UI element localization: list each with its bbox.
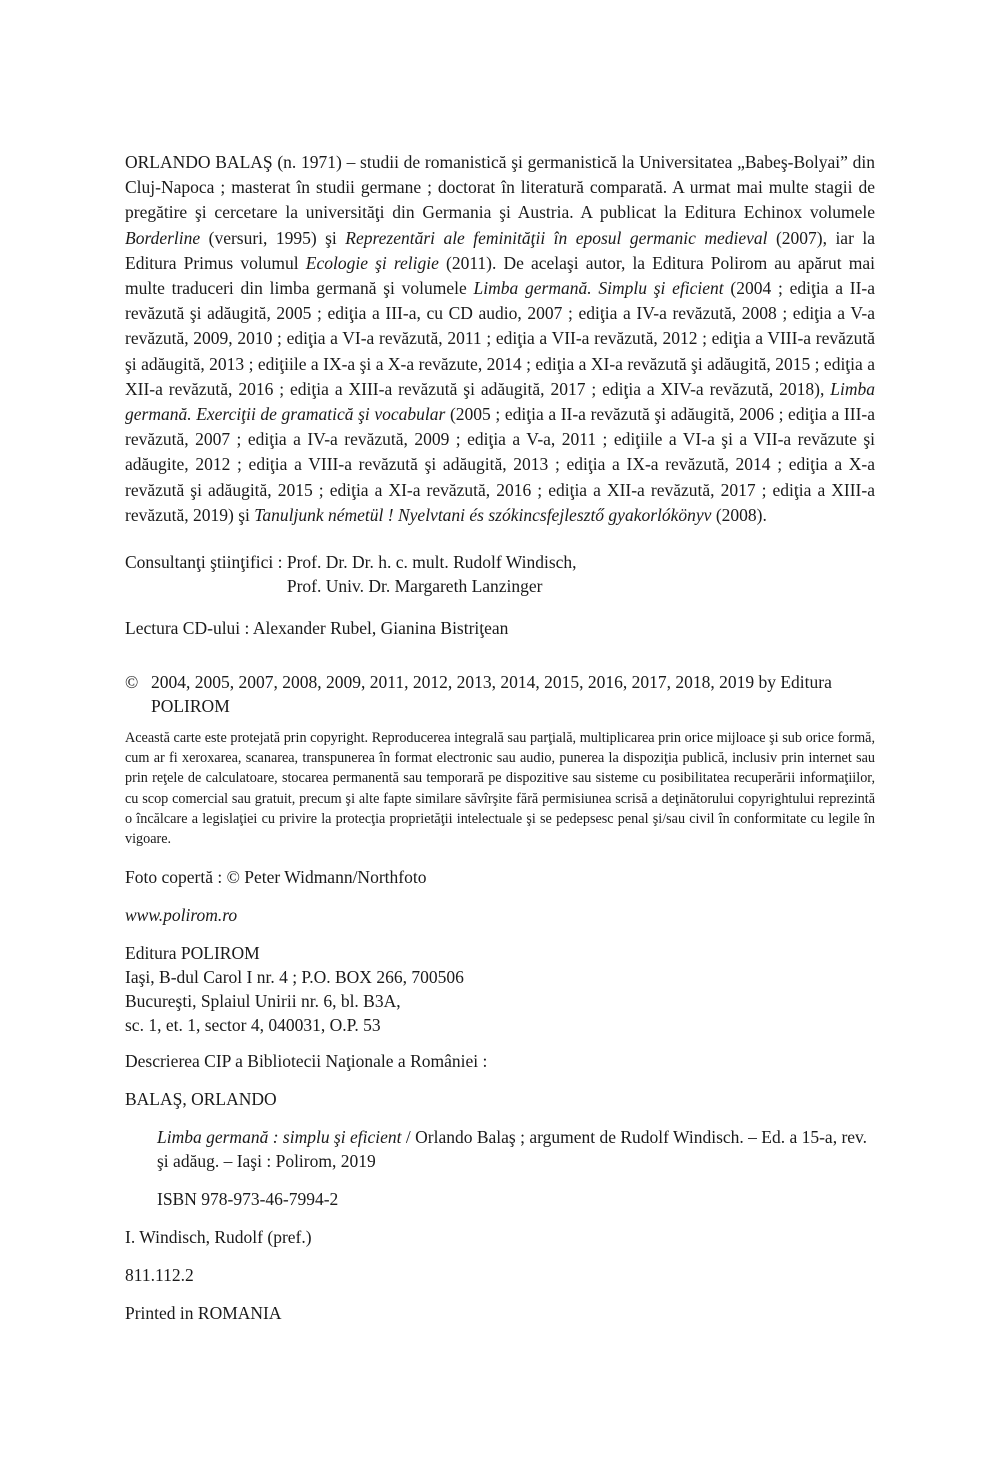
cip-heading: Descrierea CIP a Bibliotecii Naţionale a României :: [125, 1051, 488, 1072]
author-bio: [125, 150, 875, 528]
copyright-line: [125, 670, 875, 718]
cip-title: Limba germană : simplu şi eficient: [157, 1127, 402, 1148]
book-title: Limba germană. Simplu şi eficient: [473, 278, 724, 299]
cip-record: [125, 1125, 875, 1173]
book-title: Tanuljunk németül ! Nyelvtani és szókincsfejlesztő gyakorlókönyv: [254, 504, 712, 525]
publisher-website: www.polirom.ro: [125, 905, 238, 926]
copyright-symbol: ©: [125, 672, 139, 693]
publisher-address: [125, 941, 875, 1037]
address-line: Editura POLIROM: [125, 943, 260, 964]
consultants-label: Consultanţi ştiinţifici :: [125, 552, 287, 573]
book-title: Borderline: [125, 227, 201, 248]
copyright-text: 2004, 2005, 2007, 2008, 2009, 2011, 2012, 2013, 2014, 2015, 2016, 2017, 2018, 2019 by Editura POLIROM: [151, 672, 832, 717]
book-title: Ecologie şi religie: [305, 252, 439, 273]
bio-text: (2011). De acelaşi autor, la Editura Polirom au apărut mai multe traduceri din limba germană şi volumele: [125, 252, 875, 299]
consultant-name: Prof. Dr. Dr. h. c. mult. Rudolf Windisch,: [286, 552, 577, 573]
cip-pref: I. Windisch, Rudolf (pref.): [125, 1227, 312, 1248]
bio-text: (2007), iar la Editura Primus volumul: [125, 227, 875, 273]
scientific-consultants: [125, 550, 875, 598]
consultant-name: Prof. Univ. Dr. Margareth Lanzinger: [286, 576, 543, 597]
bio-text: (n. 1971) – studii de romanistică şi germanistică la Universitatea „Babeş-Bolyai” din Cluj-Napoca ; masterat în studii germane ; doctorat în literatură comparată. A urmat mai multe stagii de pregătire şi cercetare la universităţi din Germania şi Austria. A publicat la Editura Echinox volumele: [125, 152, 875, 223]
book-title: Limba germană. Exerciţii de gramatică şi vocabular: [125, 378, 875, 425]
udc-code: 811.112.2: [125, 1265, 194, 1286]
bio-text: (2005 ; ediţia a II-a revăzută şi adăugită, 2006 ; ediţia a III-a revăzută, 2007 ; ediţia a IV-a revăzută, 2009 ; ediţia a V-a, 2011 ; ediţiile a VI-a şi a VII-a revăzute şi adăugite, 2012 ; ediţia a VIII-a revăzută şi adăugită, 2013 ; ediţia a IX-a revăzută, 2014 ; ediţia a X-a revăzută şi adăugită, 2015 ; ediţia a XI-a revăzută, 2016 ; ediţia a XII-a revăzută, 2017 ; ediţia a XIII-a revăzută, 2019) şi: [125, 404, 875, 525]
cip-record-details: / Orlando Balaş ; argument de Rudolf Windisch. – Ed. a 15-a, rev. şi adăug. – Iaşi : Polirom, 2019: [157, 1127, 868, 1172]
address-line: sc. 1, et. 1, sector 4, 040031, O.P. 53: [125, 1015, 381, 1036]
printed-in: Printed in ROMANIA: [125, 1303, 282, 1324]
bio-text: (2008).: [711, 504, 767, 525]
address-line: Bucureşti, Splaiul Unirii nr. 6, bl. B3A,: [125, 991, 401, 1012]
book-title: Reprezentări ale feminităţii în eposul germanic medieval: [345, 227, 768, 248]
cd-reading-credit: Lectura CD-ului : Alexander Rubel, Gianina Bistriţean: [125, 618, 509, 639]
cover-photo-credit: Foto copertă : © Peter Widmann/Northfoto: [125, 867, 427, 888]
bio-text: (versuri, 1995) şi: [200, 227, 346, 248]
address-line: Iaşi, B-dul Carol I nr. 4 ; P.O. BOX 266, 700506: [125, 967, 464, 988]
bio-text: (2004 ; ediţia a II-a revăzută şi adăugită, 2005 ; ediţia a III-a, cu CD audio, 2007 ; ediţia a IV-a revăzută, 2008 ; ediţia a V-a revăzută, 2009, 2010 ; ediţia a VI-a revăzută, 2011 ; ediţia a VII-a revăzută, 2012 ; ediţia a VIII-a revăzută şi adăugită, 2013 ; ediţiile a IX-a şi a X-a revăzute, 2014 ; ediţia a XI-a revăzută şi adăugită, 2015 ; ediţia a XII-a revăzută, 2016 ; ediţia a XIII-a revăzută şi adăugită, 2017 ; ediţia a XIV-a revăzută, 2018),: [125, 278, 876, 399]
cip-author: BALAŞ, ORLANDO: [125, 1089, 277, 1110]
legal-notice: Această carte este protejată prin copyright. Reproducerea integrală sau parţială, multiplicarea prin orice mijloace şi sub orice formă, cum ar fi xeroxarea, scanarea, transpunerea în format electronic sau audio, punerea la dispoziţia publică, inclusiv prin internet sau prin reţele de calculatoare, stocarea permanentă sau temporară pe dispozitive sau sisteme cu posibilitatea recuperării informaţiilor, cu scop comercial sau gratuit, precum şi alte fapte similare săvîrşite fără permisiunea scrisă a deţinătorului copyrightului reprezintă o încălcare a legislaţiei cu privire la protecţia proprietăţii intelectuale şi se pedepsesc penal şi/sau civil în conformitate cu legile în vigoare.: [125, 730, 875, 848]
author-name: ORLANDO BALAŞ: [125, 152, 273, 172]
copyright-page: [125, 150, 875, 1325]
consultants-names: [287, 550, 577, 598]
isbn: ISBN 978-973-46-7994-2: [157, 1189, 339, 1210]
